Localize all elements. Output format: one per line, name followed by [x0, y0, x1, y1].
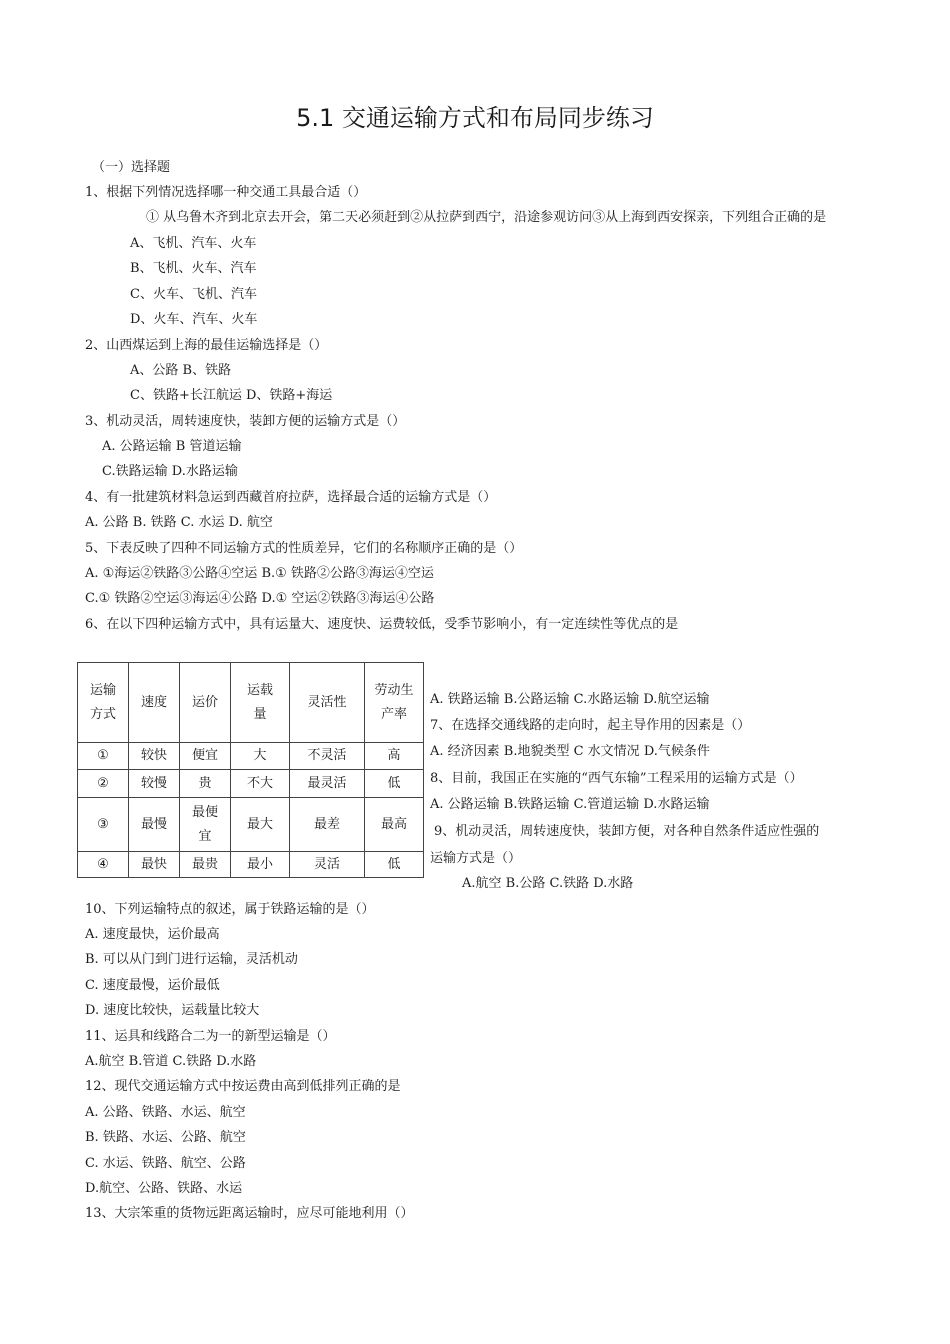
- q1-stem: 1、根据下列情况选择哪一种交通工具最合适（）: [85, 185, 367, 200]
- table-header-cell: 运输 方式: [78, 663, 129, 743]
- q7-options: A. 经济因素 B.地貌类型 C 水文情况 D.气候条件: [430, 744, 710, 759]
- table-row: [78, 770, 424, 798]
- q9-stem-line1: 9、机动灵活，周转速度快，装卸方便，对各种自然条件适应性强的: [434, 824, 820, 839]
- table-row: [78, 743, 424, 770]
- q10-option-b: B. 可以从门到门进行运输，灵活机动: [85, 952, 298, 967]
- q1-option-b: B、飞机、火车、汽车: [130, 261, 257, 276]
- table-row: [78, 798, 424, 852]
- table-cell: 最小: [231, 852, 290, 878]
- table-cell: 不灵活: [290, 743, 365, 770]
- table-cell: ①: [78, 743, 129, 770]
- q10-option-d: D. 速度比较快，运载量比较大: [85, 1003, 260, 1018]
- table-cell: 最差: [290, 798, 365, 852]
- q12-option-d: D.航空、公路、铁路、水运: [85, 1181, 243, 1196]
- q12-option-b: B. 铁路、水运、公路、航空: [85, 1130, 246, 1145]
- q12-option-a: A. 公路、铁路、水运、航空: [85, 1105, 246, 1120]
- q3-options-ab: A. 公路运输 B 管道运输: [102, 439, 242, 454]
- q11-stem: 11、运具和线路合二为一的新型运输是（）: [85, 1029, 336, 1044]
- transport-comparison-table: [77, 662, 424, 878]
- q5-options-ab: A. ①海运②铁路③公路④空运 B.① 铁路②公路③海运④空运: [85, 566, 434, 581]
- q1-option-d: D、火车、汽车、火车: [130, 312, 258, 327]
- q4-stem: 4、有一批建筑材料急运到西藏首府拉萨，选择最合适的运输方式是（）: [85, 490, 497, 505]
- table-header-cell: 运载 量: [231, 663, 290, 743]
- section-heading: （一）选择题: [92, 160, 171, 175]
- table-cell: 高: [365, 743, 424, 770]
- table-cell: 较快: [129, 743, 180, 770]
- q7-stem: 7、在选择交通线路的走向时，起主导作用的因素是（）: [430, 718, 751, 733]
- table-cell: 最高: [365, 798, 424, 852]
- table-cell: 最便 宜: [180, 798, 231, 852]
- q2-stem: 2、山西煤运到上海的最佳运输选择是（）: [85, 338, 328, 353]
- table-cell: ④: [78, 852, 129, 878]
- q11-options: A.航空 B.管道 C.铁路 D.水路: [85, 1054, 257, 1069]
- q3-stem: 3、机动灵活，周转速度快，装卸方便的运输方式是（）: [85, 414, 406, 429]
- table-cell: ③: [78, 798, 129, 852]
- table-header-cell: 速度: [129, 663, 180, 743]
- q6-options: A. 铁路运输 B.公路运输 C.水路运输 D.航空运输: [430, 692, 710, 707]
- table-cell: 最快: [129, 852, 180, 878]
- q13-stem: 13、大宗笨重的货物远距离运输时，应尽可能地利用（）: [85, 1206, 414, 1221]
- table-cell: 灵活: [290, 852, 365, 878]
- table-header-cell: 劳动生 产率: [365, 663, 424, 743]
- q10-stem: 10、下列运输特点的叙述，属于铁路运输的是（）: [85, 902, 375, 917]
- table-cell: 便宜: [180, 743, 231, 770]
- q12-option-c: C. 水运、铁路、航空、公路: [85, 1156, 246, 1171]
- q10-option-c: C. 速度最慢，运价最低: [85, 978, 220, 993]
- q8-options: A. 公路运输 B.铁路运输 C.管道运输 D.水路运输: [430, 797, 710, 812]
- page-title: 5.1 交通运输方式和布局同步练习: [296, 104, 654, 132]
- table-cell: 低: [365, 770, 424, 798]
- q4-options: A. 公路 B. 铁路 C. 水运 D. 航空: [85, 515, 273, 530]
- q1-option-a: A、飞机、汽车、火车: [130, 236, 257, 251]
- q9-options: A.航空 B.公路 C.铁路 D.水路: [462, 876, 634, 891]
- q5-options-cd: C.① 铁路②空运③海运④公路 D.① 空运②铁路③海运④公路: [85, 591, 435, 606]
- q2-options-cd: C、铁路+长江航运 D、铁路+海运: [130, 388, 333, 403]
- q9-stem-line2: 运输方式是（）: [430, 851, 522, 866]
- table-cell: 不大: [231, 770, 290, 798]
- q10-option-a: A. 速度最快，运价最高: [85, 927, 220, 942]
- table-header-cell: 运价: [180, 663, 231, 743]
- table-cell: 最贵: [180, 852, 231, 878]
- q5-stem: 5、下表反映了四种不同运输方式的性质差异，它们的名称顺序正确的是（）: [85, 541, 523, 556]
- table-cell: 最大: [231, 798, 290, 852]
- q6-stem: 6、在以下四种运输方式中，具有运量大、速度快、运费较低，受季节影响小，有一定连续性等优点的是: [85, 617, 679, 632]
- table-cell: 最慢: [129, 798, 180, 852]
- table-header-row: [78, 663, 424, 743]
- q8-stem: 8、目前，我国正在实施的“西气东输”工程采用的运输方式是（）: [430, 771, 803, 786]
- table-cell: 较慢: [129, 770, 180, 798]
- q3-options-cd: C.铁路运输 D.水路运输: [102, 464, 238, 479]
- table-cell: ②: [78, 770, 129, 798]
- table-cell: 贵: [180, 770, 231, 798]
- table-cell: 低: [365, 852, 424, 878]
- table-header-cell: 灵活性: [290, 663, 365, 743]
- table-cell: 最灵活: [290, 770, 365, 798]
- table-row: [78, 852, 424, 878]
- q1-detail: ① 从乌鲁木齐到北京去开会，第二天必须赶到②从拉萨到西宁，沿途参观访问③从上海到西安探亲，下列组合正确的是: [146, 210, 827, 225]
- table-cell: 大: [231, 743, 290, 770]
- q2-options-ab: A、公路 B、铁路: [130, 363, 232, 378]
- q1-option-c: C、火车、飞机、汽车: [130, 287, 257, 302]
- q12-stem: 12、现代交通运输方式中按运费由高到低排列正确的是: [85, 1079, 401, 1094]
